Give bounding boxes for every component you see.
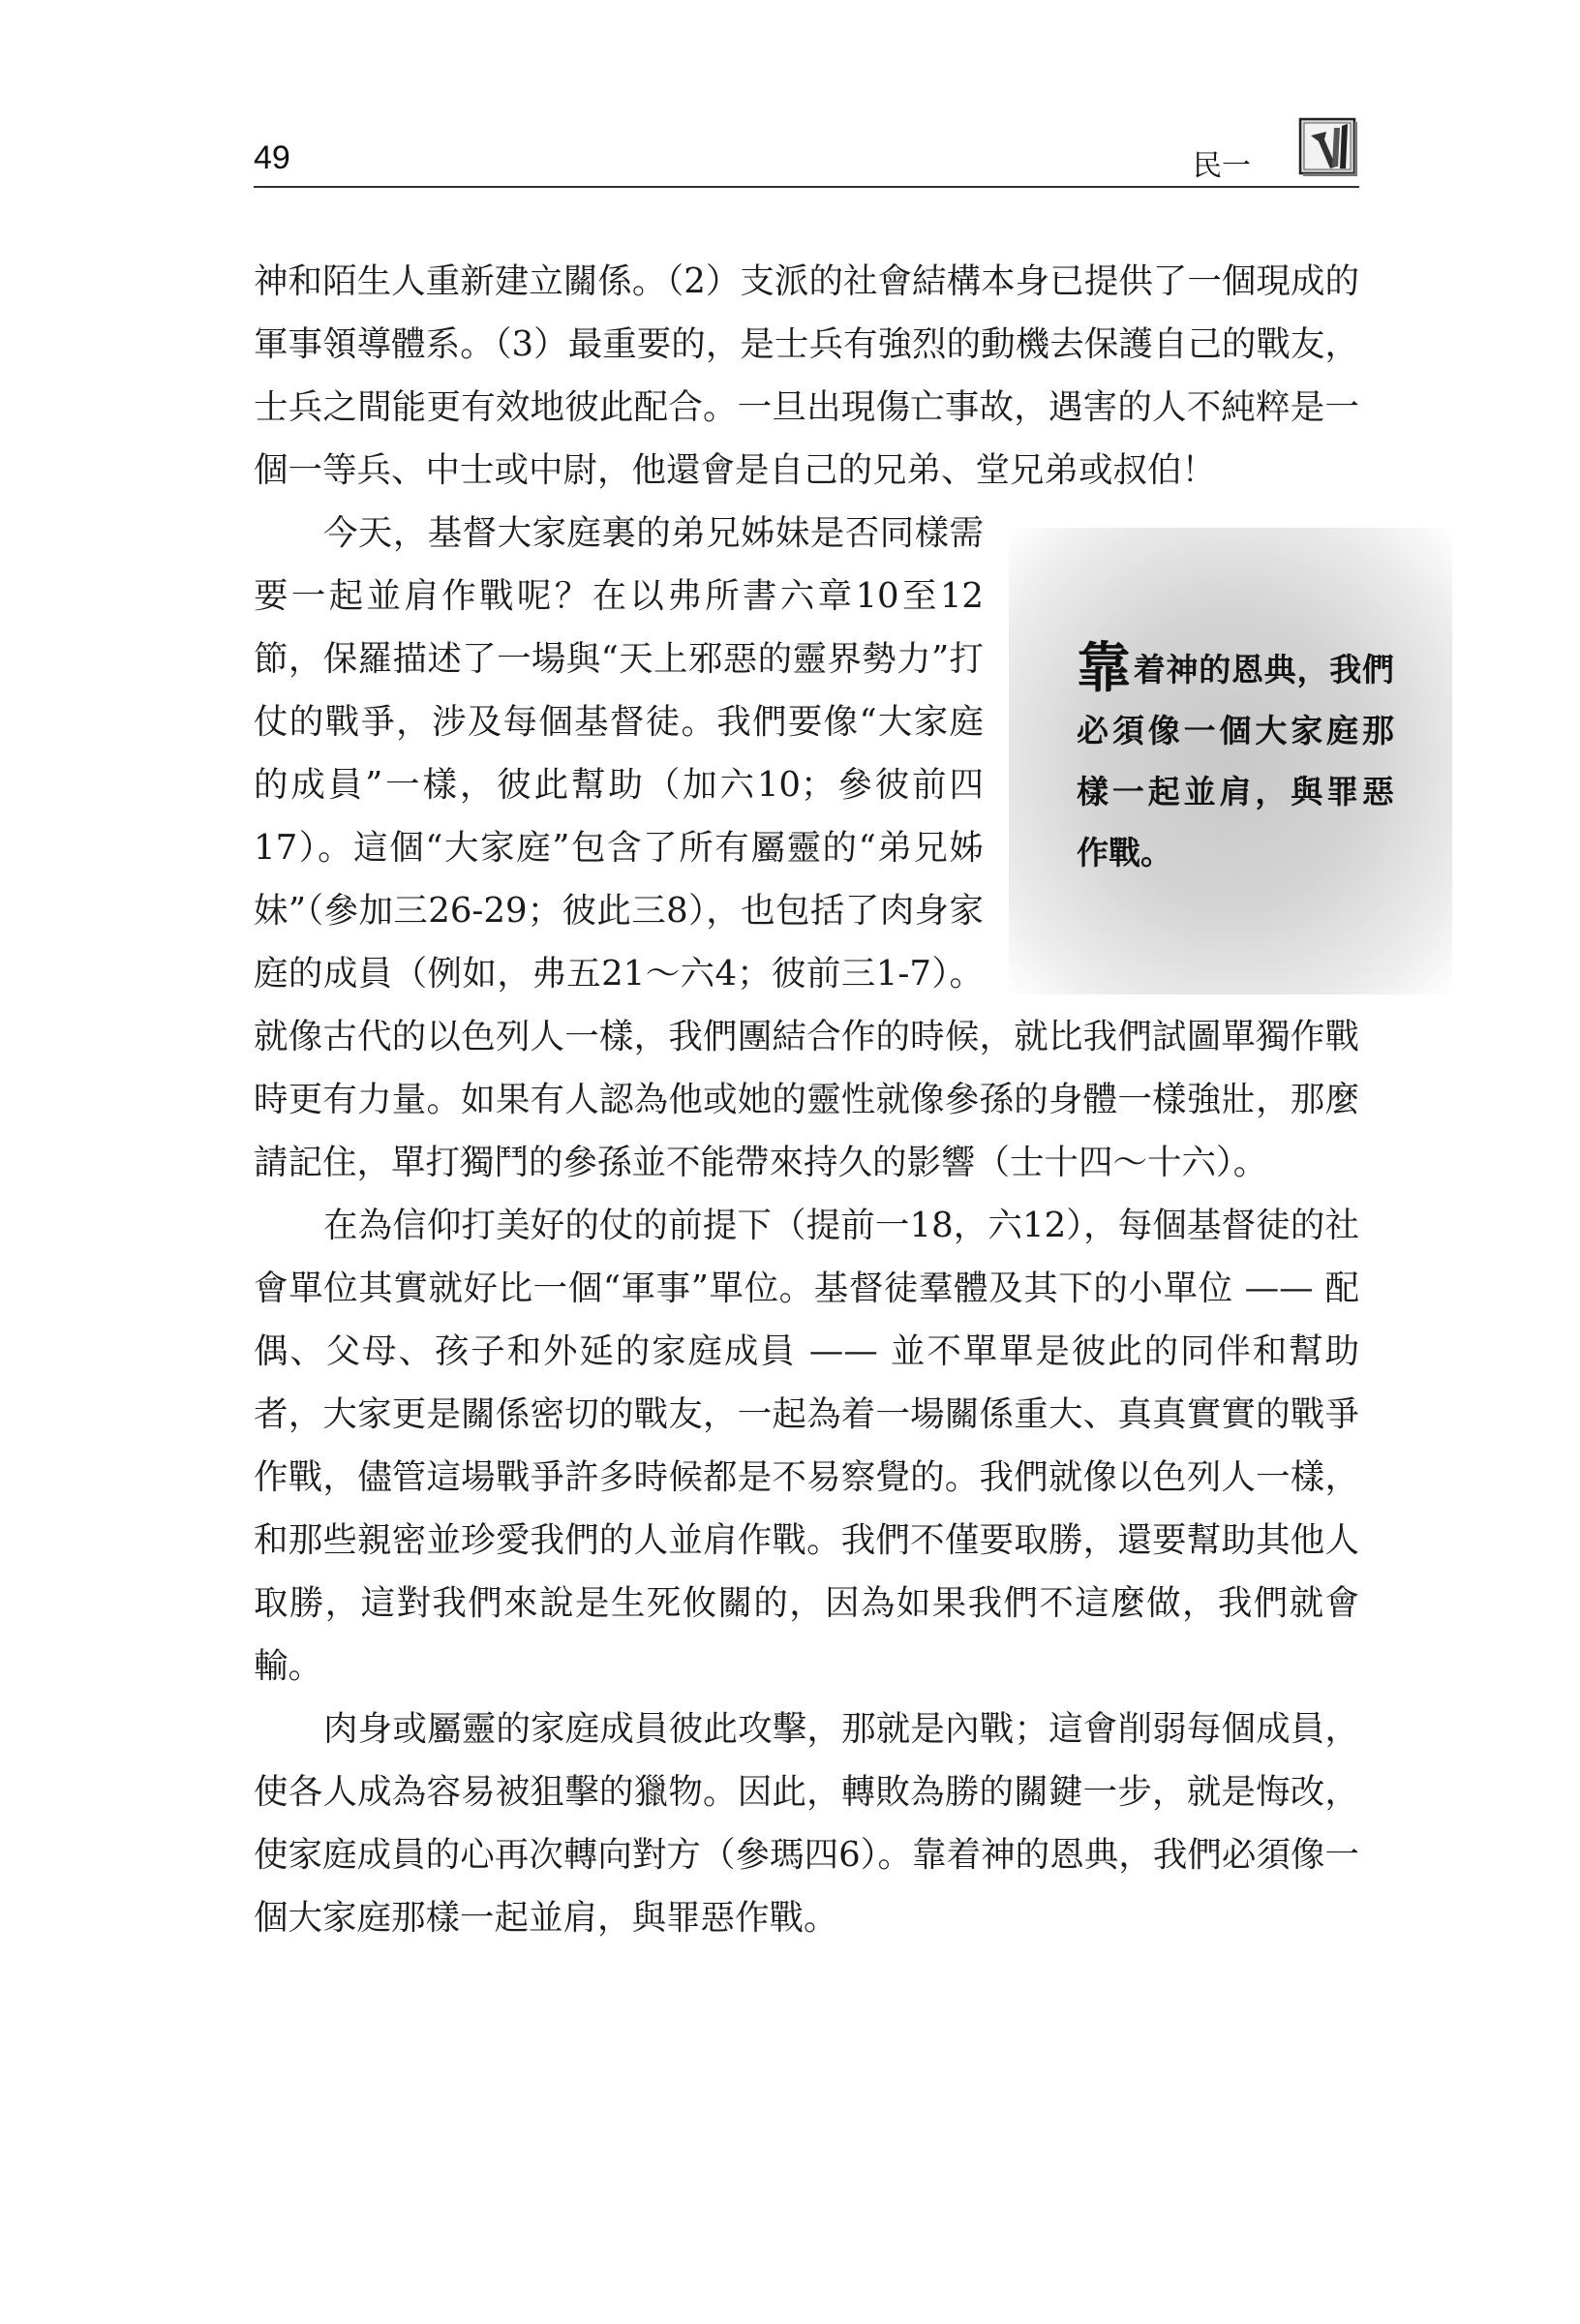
page-number: 49 bbox=[254, 139, 290, 176]
paragraph-1: 神和陌生人重新建立關係。（2）支派的社會結構本身已提供了一個現成的軍事領導體系。（3）最重要的，是士兵有強烈的動機去保護自己的戰友，士兵之間能更有效地彼此配合。一旦出現傷亡事故，遇害的人不純粹是一個一等兵、中士或中尉，他還會是自己的兄弟、堂兄弟或叔伯！ bbox=[254, 261, 1359, 490]
pull-quote-text: 着神的恩典，我們必須像一個大家庭那樣一起並肩，與罪惡作戰。 bbox=[1077, 651, 1394, 872]
pull-quote-dropcap: 靠 bbox=[1077, 637, 1132, 700]
pen-and-tools-icon bbox=[1297, 116, 1359, 178]
paragraph-3: 在為信仰打美好的仗的前提下（提前一18，六12），每個基督徒的社會單位其實就好比一個“軍事”單位。基督徒羣體及其下的小單位 —— 配偶、父母、孩子和外延的家庭成員 —— 並不單單是彼此的同伴和幫助者，大家更是關係密切的戰友，一起為着一場關係重大、真真實實的戰爭作戰，儘管這場戰爭許多時候都是不易察覺的。我們就像以色列人一樣，和那些親密並珍愛我們的人並肩作戰。我們不僅要取勝，還要幫助其他人取勝，這對我們來說是生死攸關的，因為如果我們不這麼做，我們就會輸。 bbox=[254, 1206, 1359, 1686]
paragraph-4: 肉身或屬靈的家庭成員彼此攻擊，那就是內戰；這會削弱每個成員，使各人成為容易被狙擊的獵物。因此，轉敗為勝的關鍵一步，就是悔改，使家庭成員的心再次轉向對方（參瑪四6）。靠着神的恩典，我們必須像一個大家庭那樣一起並肩，與罪惡作戰。 bbox=[254, 1709, 1359, 1938]
paragraph-2 bbox=[254, 502, 1394, 1194]
chapter-title: 民一 bbox=[1193, 149, 1251, 183]
body-text bbox=[254, 250, 1394, 1949]
pull-quote-box bbox=[1009, 528, 1452, 994]
page-header bbox=[254, 124, 1359, 188]
paragraph-2-text: 今天，基督大家庭裏的弟兄姊妹是否同樣需要一起並肩作戰呢？在以弗所書六章10至12節，保羅描述了一場與“天上邪惡的靈界勢力”打仗的戰爭，涉及每個基督徒。我們要像“大家庭的成員”一樣，彼此幫助（加六10；參彼前四17）。這個“大家庭”包含了所有屬靈的“弟兄姊妹”（參加三26-29；彼此三8），也包括了肉身家庭的成員（例如，弗五21～六4；彼前三1-7）。就像古代的以色列人一樣，我們團結合作的時候，就比我們試圖單獨作戰時更有力量。如果有人認為他或她的靈性就像參孫的身體一樣強壯，那麼請記住，單打獨鬥的參孫並不能帶來持久的影響（士十四～十六）。 bbox=[254, 513, 1359, 1182]
